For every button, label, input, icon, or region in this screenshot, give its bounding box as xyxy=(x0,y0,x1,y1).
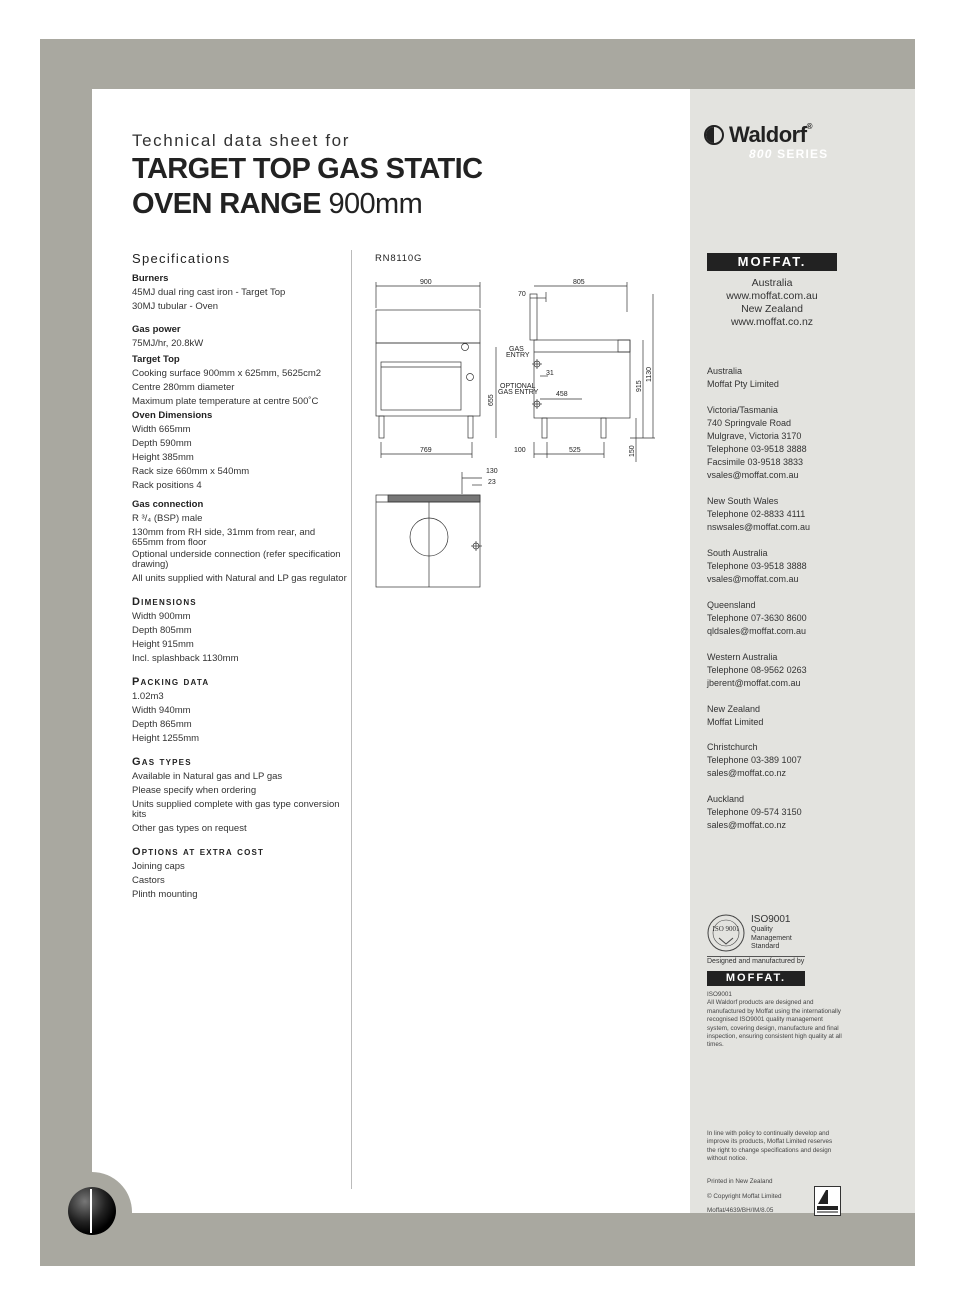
contact-block xyxy=(707,495,857,534)
dim-label: OPTIONAL xyxy=(500,383,536,390)
side-foot-right xyxy=(601,418,606,438)
series-word: SERIES xyxy=(777,147,829,161)
web-line: New Zealand xyxy=(741,303,803,315)
spec-item: All units supplied with Natural and LP gas regulator xyxy=(132,573,347,584)
spec-item: Units supplied complete with gas type conversion kits xyxy=(132,799,340,820)
copyright: © Copyright Moffat Limited xyxy=(707,1193,782,1200)
dim-label: 525 xyxy=(569,447,581,454)
plan-outline xyxy=(376,495,480,587)
contact-line: Telephone 08-9562 0263 xyxy=(707,665,807,675)
spec-item: Width 900mm xyxy=(132,611,191,622)
corner-logo-icon xyxy=(68,1187,116,1235)
spec-item: Maximum plate temperature at centre 500˚C xyxy=(132,396,319,407)
contact-block xyxy=(707,793,857,832)
spec-gas-power xyxy=(132,323,347,351)
spec-item: Width 940mm xyxy=(132,705,191,716)
waldorf-wordmark xyxy=(729,122,812,148)
spec-item: Please specify when ordering xyxy=(132,785,257,796)
contact-line: Telephone 07-3630 8600 xyxy=(707,613,807,623)
contact-line: Mulgrave, Victoria 3170 xyxy=(707,431,802,441)
iso-seal-icon xyxy=(707,914,745,952)
dim-label: 805 xyxy=(573,279,585,286)
contact-line: Telephone 03-389 1007 xyxy=(707,755,802,765)
contact-line: 740 Springvale Road xyxy=(707,418,792,428)
contact-email[interactable]: nswsales@moffat.com.au xyxy=(707,522,811,532)
iso-title: ISO9001 xyxy=(751,914,791,925)
contact-list xyxy=(707,365,857,845)
dim-label: ENTRY xyxy=(506,352,530,359)
spec-item: Depth 590mm xyxy=(132,438,192,449)
iso-note-body: All Waldorf products are designed and manufactured by Moffat using the internationally recognised ISO9001 quality management system, covering design, manufacture and final inspection, ensuring consistent high quality at all times. xyxy=(707,999,842,1049)
plan-rear-vent xyxy=(388,495,480,502)
spec-item: Rack positions 4 xyxy=(132,480,202,491)
spec-item: Depth 805mm xyxy=(132,625,192,636)
spec-item: Width 665mm xyxy=(132,424,191,435)
contact-block xyxy=(707,703,857,729)
contact-line: Queensland xyxy=(707,600,756,610)
front-top-panel xyxy=(376,310,480,343)
web-line[interactable]: www.moffat.co.nz xyxy=(730,316,814,328)
specifications-column xyxy=(132,252,347,911)
spec-item: Depth 865mm xyxy=(132,719,192,730)
waldorf-text: Waldorf xyxy=(729,122,807,147)
series-number: 800 xyxy=(749,147,773,161)
spec-item: Available in Natural gas and LP gas xyxy=(132,771,283,782)
dimensions-heading: Dimensions xyxy=(132,596,197,608)
dim-label: GAS xyxy=(509,346,524,353)
dim-label: 150 xyxy=(629,445,636,457)
spec-item: Height 915mm xyxy=(132,639,194,650)
contact-block xyxy=(707,404,857,482)
contact-email[interactable]: jberent@moffat.com.au xyxy=(707,678,801,688)
spec-item: Other gas types on request xyxy=(132,823,247,834)
dim-label: 458 xyxy=(556,391,568,398)
contact-line: Moffat Pty Limited xyxy=(707,379,779,389)
contact-line: South Australia xyxy=(707,548,768,558)
proof-mark-icon xyxy=(814,1186,841,1216)
spec-item: Centre 280mm diameter xyxy=(132,382,235,393)
websites xyxy=(707,277,837,329)
packing-section xyxy=(132,675,347,746)
specifications-heading: Specifications xyxy=(132,251,231,266)
column-divider xyxy=(351,250,352,1189)
page-title xyxy=(132,152,482,222)
contact-line: Australia xyxy=(707,366,743,376)
contact-line: New South Wales xyxy=(707,496,779,506)
contact-line: New Zealand xyxy=(707,704,761,714)
spec-label: Target Top xyxy=(132,354,180,365)
contact-block xyxy=(707,547,857,586)
side-foot-left xyxy=(542,418,547,438)
title-line-2-bold: OVEN RANGE xyxy=(132,188,321,220)
dim-label: 655 xyxy=(488,394,495,406)
dim-label: 900 xyxy=(420,279,432,286)
spec-item: Height 1255mm xyxy=(132,733,200,744)
spec-item: Cooking surface 900mm x 625mm, 5625cm2 xyxy=(132,368,322,379)
spec-item: Height 385mm xyxy=(132,452,194,463)
contact-email[interactable]: vsales@moffat.com.au xyxy=(707,470,799,480)
dim-label: 23 xyxy=(488,479,496,486)
front-oven-body xyxy=(376,343,480,416)
spec-item: 75MJ/hr, 20.8kW xyxy=(132,338,204,349)
front-oven-door xyxy=(381,362,461,410)
contact-line: Telephone 03-9518 3888 xyxy=(707,444,807,454)
designed-by: Designed and manufactured by xyxy=(707,958,805,965)
gas-types-section xyxy=(132,755,347,836)
dim-label: 31 xyxy=(546,370,554,377)
dim-label: 130 xyxy=(486,468,498,475)
spec-item: Plinth mounting xyxy=(132,889,198,900)
iso-line: Management xyxy=(751,934,792,942)
contact-block xyxy=(707,599,857,638)
spec-item: Rack size 660mm x 540mm xyxy=(132,466,250,477)
contact-email[interactable]: qldsales@moffat.com.au xyxy=(707,626,807,636)
doc-code: Moffat/4639/BH/IM/8.05 xyxy=(707,1207,774,1214)
model-number: RN8110G xyxy=(375,253,423,264)
divider xyxy=(707,956,805,957)
dim-label: 915 xyxy=(636,380,643,392)
policy-note: In line with policy to continually develop and improve its products, Moffat Limited reserves the right to change specifications and design without notice. xyxy=(707,1130,833,1163)
side-splashback xyxy=(530,294,537,340)
series-label xyxy=(749,147,828,161)
doc-kicker: Technical data sheet for xyxy=(132,131,350,150)
spec-item: 45MJ dual ring cast iron - Target Top xyxy=(132,287,286,298)
moffat-logo-small: MOFFAT. xyxy=(707,971,805,986)
spec-label: Gas connection xyxy=(132,499,204,510)
web-line: Australia xyxy=(751,277,793,289)
dimensions-section xyxy=(132,595,347,666)
contact-line: Auckland xyxy=(707,794,745,804)
waldorf-logo xyxy=(704,122,844,164)
waldorf-mark-icon xyxy=(704,125,724,145)
spec-item: Optional underside connection (refer specification drawing) xyxy=(132,549,341,570)
spec-label: Oven Dimensions xyxy=(132,410,213,421)
contact-block xyxy=(707,651,857,690)
contact-line: Victoria/Tasmania xyxy=(707,405,778,415)
dim-label: 769 xyxy=(420,447,432,454)
contact-line: Telephone 02-8833 4111 xyxy=(707,509,806,519)
front-foot-left xyxy=(379,416,384,438)
registered-mark: ® xyxy=(806,122,812,131)
front-foot-right xyxy=(468,416,473,438)
iso-line: Quality xyxy=(751,926,773,933)
options-section xyxy=(132,845,347,902)
spec-burners xyxy=(132,272,347,314)
moffat-logo: MOFFAT. xyxy=(707,253,837,271)
contact-line: Facsimile 03-9518 3833 xyxy=(707,457,804,467)
spec-item: Incl. splashback 1130mm xyxy=(132,653,239,664)
spec-item: Castors xyxy=(132,875,165,886)
title-line-1: TARGET TOP GAS STATIC xyxy=(132,153,483,185)
front-knob-top xyxy=(462,344,469,351)
spec-oven-dimensions xyxy=(132,409,347,493)
iso-seal-text: ISO 9001 xyxy=(712,925,740,933)
title-line-2-size: 900mm xyxy=(328,188,423,220)
dim-label: 100 xyxy=(514,447,526,454)
spec-target-top xyxy=(132,353,347,409)
dim-label: GAS ENTRY xyxy=(498,389,539,396)
spec-item: Joining caps xyxy=(132,861,185,872)
front-knob-oven xyxy=(467,374,474,381)
web-line[interactable]: www.moffat.com.au xyxy=(726,290,818,302)
spec-drawing xyxy=(372,272,672,592)
contact-email[interactable]: sales@moffat.co.nz xyxy=(707,768,787,778)
iso-note-title: ISO9001 xyxy=(707,991,732,998)
options-heading: Options at extra cost xyxy=(132,846,265,858)
iso-line: Standard xyxy=(751,943,780,950)
dim-label: 70 xyxy=(518,291,526,298)
contact-block xyxy=(707,741,857,780)
contact-block xyxy=(707,365,857,391)
dim-label: 1130 xyxy=(646,366,653,382)
contact-line: Telephone 09-574 3150 xyxy=(707,807,802,817)
contact-email[interactable]: sales@moffat.co.nz xyxy=(707,820,787,830)
iso-label xyxy=(751,914,792,952)
spec-item: 130mm from RH side, 31mm from rear, and 655mm from floor xyxy=(132,527,316,548)
contact-line: Western Australia xyxy=(707,652,778,662)
spec-item: 30MJ tubular - Oven xyxy=(132,301,219,312)
spec-item: 1.02m3 xyxy=(132,691,164,702)
title-line-2 xyxy=(132,187,482,222)
spec-label: Gas power xyxy=(132,324,181,335)
spec-label: Burners xyxy=(132,273,169,284)
packing-heading: Packing data xyxy=(132,676,210,688)
spec-gas-connection xyxy=(132,498,347,586)
printed-in: Printed in New Zealand xyxy=(707,1178,773,1185)
spec-item: R ³/₄ (BSP) male xyxy=(132,513,203,524)
contact-line: Christchurch xyxy=(707,742,758,752)
iso-note xyxy=(707,991,842,1050)
gas-types-heading: Gas types xyxy=(132,756,192,768)
contact-line: Telephone 03-9518 3888 xyxy=(707,561,807,571)
contact-email[interactable]: vsales@moffat.com.au xyxy=(707,574,799,584)
contact-line: Moffat Limited xyxy=(707,717,764,727)
